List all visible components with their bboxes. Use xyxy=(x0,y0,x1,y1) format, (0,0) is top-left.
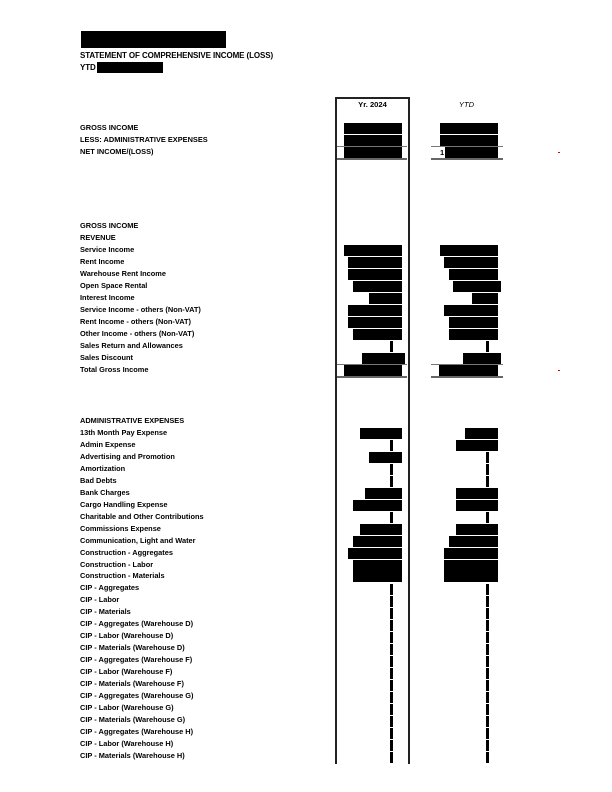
expense-row-label: Advertising and Promotion xyxy=(80,452,175,461)
expense-col2-redaction xyxy=(444,560,498,582)
expense-col2-dash xyxy=(486,512,489,523)
expense-col1-dash xyxy=(390,608,393,619)
summary-col2-subtotal-rule xyxy=(431,146,503,147)
summary-admin-col1-redaction xyxy=(344,135,402,146)
expense-row-label: Construction - Aggregates xyxy=(80,548,173,557)
expense-col2-dash xyxy=(486,452,489,463)
expense-col1-dash xyxy=(390,680,393,691)
expense-col1-dash xyxy=(390,632,393,643)
expense-col2-redaction xyxy=(456,440,498,451)
expense-col2-dash xyxy=(486,632,489,643)
expense-row-label: CIP - Labor (Warehouse G) xyxy=(80,703,174,712)
expense-col1-dash xyxy=(390,584,393,595)
revenue-col1-redaction xyxy=(353,329,402,340)
revenue-row-label: Service Income xyxy=(80,245,135,254)
expense-col2-dash xyxy=(486,596,489,607)
summary-gross-income-label: GROSS INCOME xyxy=(80,123,139,132)
expense-col1-dash xyxy=(390,704,393,715)
revenue-row-label: Warehouse Rent Income xyxy=(80,269,166,278)
expense-row-label: Communication, Light and Water xyxy=(80,536,196,545)
expense-col2-redaction xyxy=(444,548,498,559)
marker-dot xyxy=(558,152,560,153)
summary-admin-col2-redaction xyxy=(440,135,498,146)
expense-row-label: Admin Expense xyxy=(80,440,136,449)
summary-net-col1-redaction xyxy=(344,147,402,158)
expense-col2-redaction xyxy=(456,500,498,511)
expense-row-label: Commissions Expense xyxy=(80,524,161,533)
expense-col1-redaction xyxy=(365,488,402,499)
expense-row-label: Construction - Labor xyxy=(80,560,154,569)
expense-col1-dash xyxy=(390,596,393,607)
summary-net-col2-digit: 1 xyxy=(440,148,445,157)
expense-row-label: CIP - Labor (Warehouse H) xyxy=(80,739,174,748)
revenue-col1-redaction xyxy=(344,245,402,256)
summary-col1-subtotal-rule xyxy=(337,146,407,147)
summary-net-income-label: NET INCOME/(LOSS) xyxy=(80,147,154,156)
total-gross-income-label: Total Gross Income xyxy=(80,365,149,374)
expense-col1-redaction xyxy=(353,500,402,511)
revenue-col1-dash xyxy=(390,341,393,352)
revenue-col2-redaction xyxy=(440,245,498,256)
expense-row-label: CIP - Aggregates (Warehouse G) xyxy=(80,691,194,700)
total-gross-col1-redaction xyxy=(344,365,402,376)
expense-row-label: Amortization xyxy=(80,464,126,473)
expense-row-label: CIP - Materials (Warehouse H) xyxy=(80,751,185,760)
expense-row-label: CIP - Labor (Warehouse D) xyxy=(80,631,174,640)
expense-col2-dash xyxy=(486,584,489,595)
company-name-redaction xyxy=(81,31,226,48)
expense-row-label: Construction - Materials xyxy=(80,571,165,580)
revenue-row-label: Sales Discount xyxy=(80,353,133,362)
expense-col2-dash xyxy=(486,740,489,751)
expense-col1-dash xyxy=(390,644,393,655)
total-gross-col2-redaction xyxy=(439,365,498,376)
gross-col1-total-rule xyxy=(337,376,407,378)
revenue-col1-redaction xyxy=(348,269,402,280)
revenue-col2-redaction xyxy=(444,257,498,268)
statement-title: STATEMENT OF COMPREHENSIVE INCOME (LOSS) xyxy=(80,51,274,60)
expense-row-label: CIP - Labor xyxy=(80,595,120,604)
admin-expenses-section-title: ADMINISTRATIVE EXPENSES xyxy=(80,416,185,425)
expense-row-label: Bad Debts xyxy=(80,476,117,485)
revenue-col1-redaction xyxy=(348,317,402,328)
period-label: YTD xyxy=(80,63,96,72)
revenue-col1-redaction xyxy=(353,281,402,292)
expense-row-label: CIP - Materials (Warehouse F) xyxy=(80,679,184,688)
expense-col1-dash xyxy=(390,752,393,763)
expense-col2-redaction xyxy=(465,428,498,439)
expense-col2-redaction xyxy=(456,524,498,535)
revenue-col2-redaction xyxy=(449,317,498,328)
expense-col1-dash xyxy=(390,656,393,667)
revenue-row-label: Rent Income xyxy=(80,257,125,266)
expense-row-label: Charitable and Other Contributions xyxy=(80,512,204,521)
gross-income-section-title: GROSS INCOME xyxy=(80,221,139,230)
expense-row-label: Bank Charges xyxy=(80,488,130,497)
period-redaction xyxy=(97,62,163,73)
expense-col1-dash xyxy=(390,740,393,751)
revenue-col2-redaction xyxy=(444,305,498,316)
revenue-col1-redaction xyxy=(362,353,405,364)
expense-col2-dash xyxy=(486,680,489,691)
expense-col1-redaction xyxy=(360,428,402,439)
summary-col1-total-rule xyxy=(337,158,407,160)
expense-col2-dash xyxy=(486,668,489,679)
expense-col1-dash xyxy=(390,668,393,679)
expense-row-label: CIP - Aggregates (Warehouse D) xyxy=(80,619,194,628)
expense-col1-dash xyxy=(390,464,393,475)
expense-col1-dash xyxy=(390,440,393,451)
revenue-row-label: Sales Return and Allowances xyxy=(80,341,183,350)
revenue-col2-redaction xyxy=(453,281,501,292)
expense-col1-dash xyxy=(390,512,393,523)
revenue-row-label: Service Income - others (Non-VAT) xyxy=(80,305,201,314)
revenue-col2-redaction xyxy=(472,293,498,304)
revenue-col2-redaction xyxy=(449,329,498,340)
expense-row-label: Cargo Handling Expense xyxy=(80,500,168,509)
expense-col1-redaction xyxy=(360,524,402,535)
col1-header: Yr. 2024 xyxy=(358,100,387,109)
expense-row-label: CIP - Aggregates (Warehouse F) xyxy=(80,655,193,664)
expense-col2-dash xyxy=(486,620,489,631)
revenue-col2-dash xyxy=(486,341,489,352)
revenue-row-label: Open Space Rental xyxy=(80,281,148,290)
expense-col2-dash xyxy=(486,704,489,715)
expense-row-label: CIP - Aggregates xyxy=(80,583,140,592)
revenue-subsection-title: REVENUE xyxy=(80,233,116,242)
expense-col1-dash xyxy=(390,692,393,703)
summary-gross-col1-redaction xyxy=(344,123,402,134)
revenue-row-label: Rent Income - others (Non-VAT) xyxy=(80,317,191,326)
expense-col1-redaction xyxy=(353,560,402,582)
expense-col1-redaction xyxy=(369,452,402,463)
revenue-row-label: Interest Income xyxy=(80,293,135,302)
expense-col2-dash xyxy=(486,692,489,703)
revenue-col2-redaction xyxy=(463,353,501,364)
expense-row-label: CIP - Labor (Warehouse F) xyxy=(80,667,173,676)
expense-col2-dash xyxy=(486,644,489,655)
summary-col2-total-rule xyxy=(431,158,503,160)
expense-col1-dash xyxy=(390,476,393,487)
expense-row-label: CIP - Materials (Warehouse G) xyxy=(80,715,186,724)
expense-col1-redaction xyxy=(353,536,402,547)
expense-col2-redaction xyxy=(456,488,498,499)
expense-col1-dash xyxy=(390,728,393,739)
expense-col2-dash xyxy=(486,608,489,619)
expense-row-label: CIP - Materials xyxy=(80,607,131,616)
col2-header: YTD xyxy=(458,100,475,109)
gross-col2-total-rule xyxy=(431,376,503,378)
revenue-col1-redaction xyxy=(348,305,402,316)
expense-col1-dash xyxy=(390,620,393,631)
expense-col2-dash xyxy=(486,476,489,487)
marker-dot xyxy=(558,370,560,371)
expense-row-label: CIP - Aggregates (Warehouse H) xyxy=(80,727,194,736)
expense-col1-dash xyxy=(390,716,393,727)
expense-col2-dash xyxy=(486,464,489,475)
expense-row-label: CIP - Materials (Warehouse D) xyxy=(80,643,185,652)
summary-gross-col2-redaction xyxy=(440,123,498,134)
expense-col2-dash xyxy=(486,728,489,739)
revenue-col1-redaction xyxy=(369,293,402,304)
expense-col2-dash xyxy=(486,752,489,763)
revenue-col2-redaction xyxy=(449,269,498,280)
expense-col2-dash xyxy=(486,656,489,667)
summary-net-col2-redaction xyxy=(445,147,498,158)
revenue-col1-redaction xyxy=(348,257,402,268)
expense-col2-redaction xyxy=(449,536,498,547)
expense-col2-dash xyxy=(486,716,489,727)
summary-admin-expenses-label: LESS: ADMINISTRATIVE EXPENSES xyxy=(80,135,208,144)
revenue-row-label: Other Income - others (Non-VAT) xyxy=(80,329,195,338)
expense-col1-redaction xyxy=(348,548,402,559)
expense-row-label: 13th Month Pay Expense xyxy=(80,428,168,437)
